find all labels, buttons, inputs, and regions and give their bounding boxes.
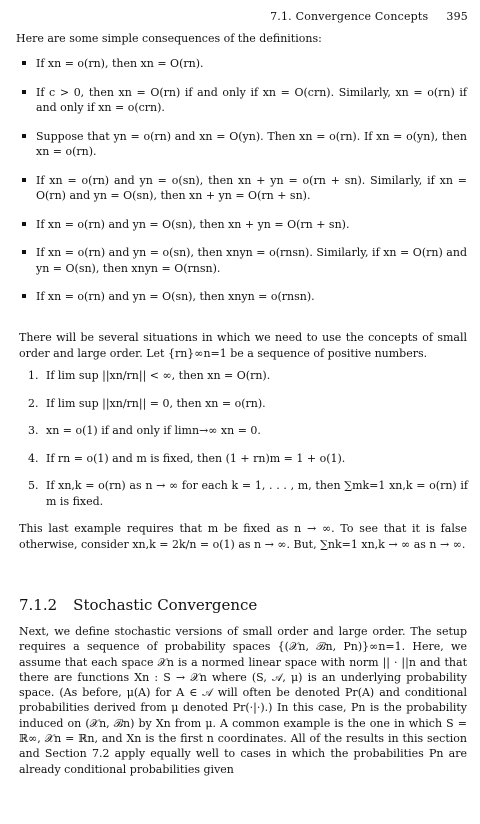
consequence-item: Suppose that yn = o(rn) and xn = O(yn). Then xn = o(rn). If xn = o(yn), then xn = o(rn). (22, 129, 467, 160)
consequence-item: If xn = o(rn) and yn = O(sn), then xn + yn = O(rn + sn). (22, 217, 467, 233)
numbered-item (28, 423, 468, 439)
stochastic-paragraph: Next, we define stochastic versions of small order and large order. The setup requires a sequence of probability spaces {(𝒳n, ℬn, Pn)}∞n=1. Here, we assume that each space 𝒳n is a normed linear space with norm || · ||n and that there are functions Xn : S → 𝒳n where (S, 𝒜, μ) is an underlying probability space. (As before, μ(A) for A ∈ 𝒜 will often be denoted Pr(A) and conditional probabilities derived from μ denoted Pr(·|·).) In this case, Pn is the probability induced on (𝒳n, ℬn) by Xn from μ. A common example is the one in which S = ℝ∞, 𝒳n = ℝn, and Xn is the first n coordinates. All of the results in this section and Section 7.2 apply equally well to cases in which the probabilities Pn are already conditional probabilities given (19, 625, 467, 776)
consequence-item: If xn = o(rn) and yn = o(sn), then xnyn = o(rnsn). Similarly, if xn = O(rn) and yn = O(sn), then xnyn = O(rnsn). (22, 245, 467, 276)
consequence-item: If c > 0, then xn = O(rn) if and only if xn = O(crn). Similarly, xn = o(rn) if and only if xn = o(crn). (22, 85, 467, 116)
page-number: 395 (446, 10, 468, 23)
item-number: 4. (28, 451, 39, 465)
consequence-item: If xn = o(rn) and yn = O(sn), then xnyn = o(rnsn). (22, 289, 467, 305)
section-heading (19, 596, 257, 614)
item-text: xn = o(1) if and only if limn→∞ xn = 0. (46, 424, 261, 437)
running-header-section: 7.1. Convergence Concepts (270, 10, 429, 23)
item-number: 5. (28, 479, 39, 492)
numbered-item (28, 396, 468, 412)
consequence-item: If xn = o(rn) and yn = o(sn), then xn + yn = o(rn + sn). Similarly, if xn = O(rn) and yn = O(sn), then xn + yn = O(rn + sn). (22, 173, 467, 204)
numbered-item (28, 451, 468, 467)
numbered-item (28, 368, 468, 384)
item-text: If lim sup ||xn/rn|| = 0, then xn = o(rn). (46, 396, 266, 410)
numbered-item (28, 478, 468, 509)
example-paragraph: This last example requires that m be fixed as n → ∞. To see that it is false otherwise, consider xn,k = 2k/n = o(1) as n → ∞. But, ∑nk=1 xn,k → ∞ as n → ∞. (19, 522, 467, 551)
consequences-list (22, 56, 467, 318)
intro-paragraph: Here are some simple consequences of the definitions: (16, 32, 322, 45)
item-text: If lim sup ||xn/rn|| < ∞, then xn = O(rn). (46, 369, 271, 382)
section-number: 7.1.2 (19, 596, 58, 614)
item-number: 2. (28, 396, 39, 410)
numbered-list (28, 368, 468, 521)
section-title: Stochastic Convergence (73, 596, 258, 614)
item-text: If xn,k = o(rn) as n → ∞ for each k = 1, . . . , m, then ∑mk=1 xn,k = o(rn) if m is fixed. (46, 479, 468, 508)
order-paragraph: There will be several situations in which we need to use the concepts of small order and large order. Let {rn}∞n=1 be a sequence of positive numbers. (19, 331, 467, 360)
item-number: 3. (28, 424, 39, 437)
item-text: If rn = o(1) and m is fixed, then (1 + rn)m = 1 + o(1). (46, 451, 346, 465)
stochastic-paragraph-container (19, 624, 467, 777)
item-number: 1. (28, 369, 39, 382)
consequence-item: If xn = o(rn), then xn = O(rn). (22, 56, 467, 72)
running-header (270, 10, 468, 23)
